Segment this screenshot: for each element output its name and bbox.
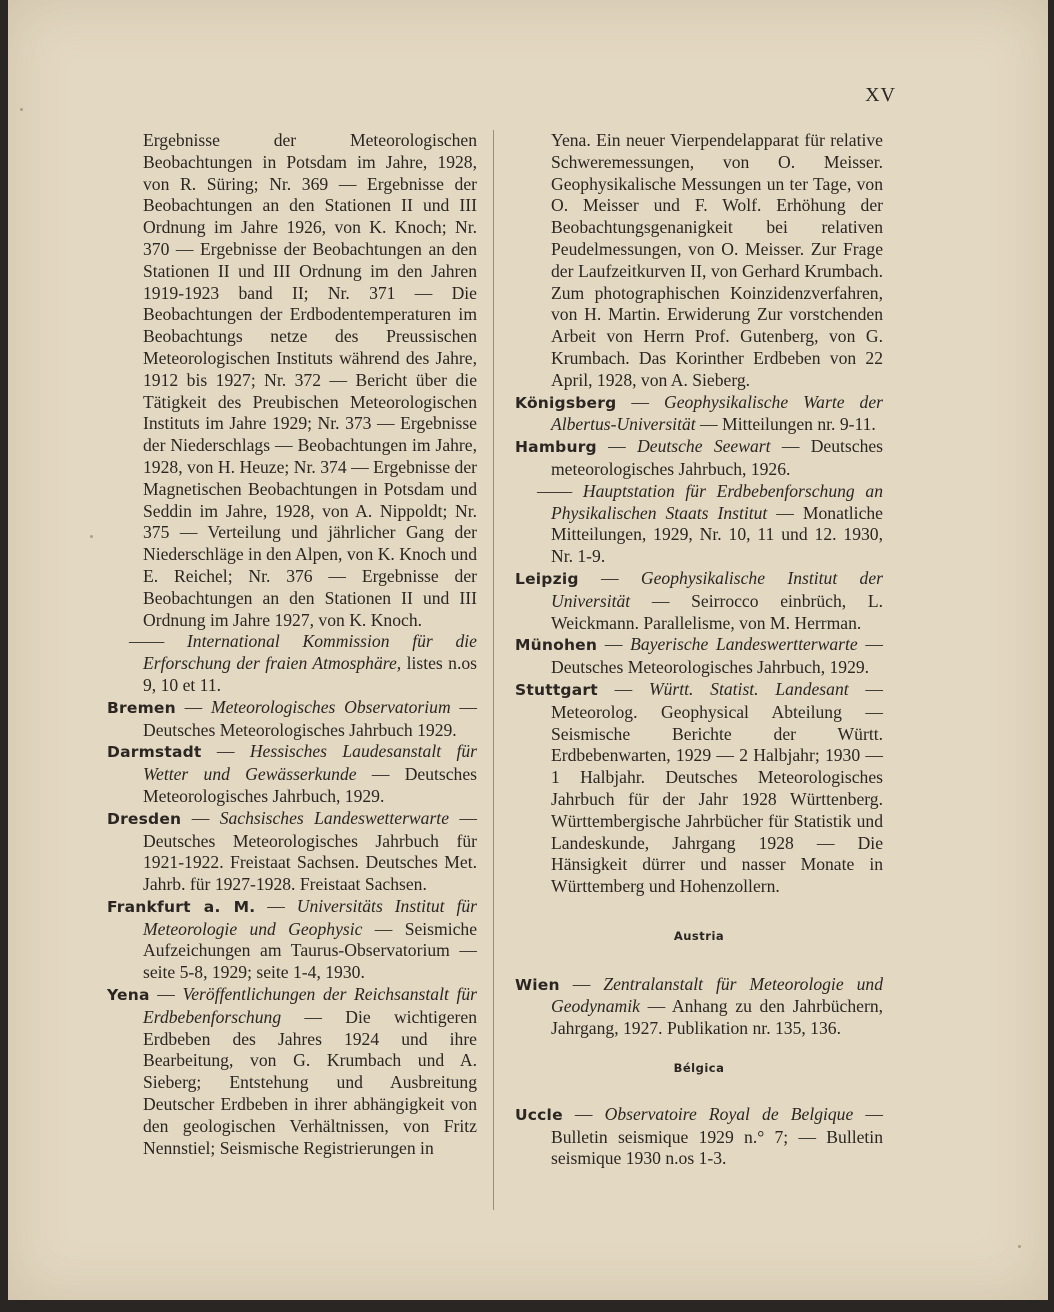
catalog-entry: Uccle — Observatoire Royal de Belgique — Bulletin seismique 1929 n.° 7; — Bulletin seismique 1930 n.os 1-3. — [515, 1103, 883, 1169]
catalog-entry: Münohen — Bayerische Landeswertterwarte — Deutsches Meteorologisches Jahrbuch, 1929. — [515, 634, 883, 678]
publication-text: Die wichtigeren Erdbeben des Jahres 1924 und ihre Bearbeitung, von G. Krumbach und A. Sieberg; Entstehung und Ausbreitung Deutscher Erdbeben in ihrer abhängigkeit von den geologischen Verhältnissen, von Fritz Nennstiel; Seismische Registrierungen in — [143, 1006, 477, 1158]
institution-name: Meteorologisches Observatorium — [210, 696, 451, 717]
publication-text: Monatliche Mitteilungen, 1929, Nr. 10, 11 und 12. 1930, Nr. 1-9. — [551, 502, 883, 567]
institution-name: Bayerische Landeswertterwarte — [630, 634, 858, 655]
institution-name: Deutsche Seewart — [637, 436, 771, 457]
institution-name: Sachsisches Landeswetterwarte — [219, 807, 450, 828]
paper-speck — [90, 535, 93, 538]
publication-text: Bulletin seismique 1929 n.° 7; — Bulletin seismique 1930 n.os 1-3. — [551, 1126, 883, 1169]
catalog-entry: Frankfurt a. M. — Universitäts Institut für Meteorologie und Geophysic — Seismiche Aufzeichungen am Taurus-Observatorium — seite 5-8, 1929; seite 1-4, 1930. — [107, 895, 478, 983]
catalog-entry: Hamburg — Deutsche Seewart — Deutsches meteorologisches Jahrbuch, 1926. — [515, 436, 884, 479]
publication-text: Mitteilungen nr. 9-11. — [722, 414, 876, 435]
publication-text: Meteorolog. Geophysical Abteilung — Seismische Berichte der Württ. Erdbebenwarten, 1929 — 2 Halbjahr; 1930 — 1 Halbjahr. Deutsches Meteorologisches Jahrbuch für der Jahr 1928 Württenberg. Württembergische Jahrbücher für Statistik und Landeskunde, Jahrgang 1928 — Die Hänsigkeit dürrer und nasser Monate in Württemberg und Hohenzollern. — [551, 701, 883, 897]
catalog-entry: Dresden — Sachsisches Landeswetterwarte — Deutsches Meteorologisches Jahrbuch für 1921-1922. Freistaat Sachsen. Deutsches Met. Jahrb. für 1927-1928. Freistaat Sachsen. — [107, 807, 478, 895]
city-name: Wien — [515, 975, 560, 994]
publication-text: Deutsches Meteorologisches Jahrbuch für 1921-1922. Freistaat Sachsen. Deutsches Met. Jahrb. für 1927-1928. Freistaat Sachsen. — [143, 830, 477, 895]
publication-text: Deutsches Meteorologisches Jahrbuch, 1929. — [143, 764, 478, 806]
institution-name: Hessisches Laudesanstalt für Wetter und Gewässerkunde — [143, 741, 477, 785]
institution-name: Universitäts Institut für Meteorologie und Geophysic — [143, 895, 477, 939]
continued-entry-text: Yena. Ein neuer Vierpendelapparat für relative Schweremessungen, von O. Meisser. Geophysikalische Messungen un ter Tage, von O. Meisser und F. Wolf. Erhöhung der Beobachtungsgenanigkeit bei relativen Peudelmessungen, von O. Meisser. Zur Frage der Laufzeitkurven II, von Gerhard Krumbach. Zum photographischen Koinzidenzverfahren, von H. Martin. Erwiderung Zur vorstchenden Arbeit von Herrn Prof. Gutenberg, von G. Krumbach. Das Korinther Erdbeben von 22 April, 1928, von A. Sieberg. — [551, 130, 883, 390]
institution-name: International Kommission für die Erforschung der fraien Atmosphäre, — [143, 631, 477, 674]
institution-name: Observatoire Royal de Belgique — [604, 1103, 854, 1124]
city-name: Darmstadt — [107, 743, 202, 762]
publication-text: Anhang zu den Jahrbüchern, Jahrgang, 1927. Publikation nr. 135, 136. — [551, 996, 884, 1039]
city-name: Yena — [107, 986, 150, 1005]
section-heading-belgica: Bélgica — [673, 1061, 725, 1076]
city-name: Münohen — [515, 636, 598, 655]
column-divider — [493, 130, 494, 1210]
city-name: Stuttgart — [515, 680, 598, 699]
right-column — [515, 130, 883, 1170]
city-name: Leipzig — [515, 569, 579, 588]
institution-name: Geophysikalische Institut der Universität — [551, 567, 883, 611]
catalog-entry: Wien — Zentralanstalt für Meteorologie und Geodynamik — Anhang zu den Jahrbüchern, Jahrgang, 1927. Publikation nr. 135, 136. — [515, 973, 884, 1039]
sub-entry: —— Hauptstation für Erdbebenforschung an Physikalischen Staats Institut — Monatliche Mitteilungen, 1929, Nr. 10, 11 und 12. 1930, Nr. 1-9. — [537, 480, 883, 567]
left-column — [107, 130, 477, 1159]
book-page — [8, 0, 1048, 1300]
catalog-entry: Bremen — Meteorologisches Observatorium — Deutsches Meteorologisches Jahrbuch 1929. — [107, 696, 477, 740]
catalog-entry: Yena — Veröffentlichungen der Reichsanstalt für Erdbebenforschung — Die wichtigeren Erdbeben des Jahres 1924 und ihre Bearbeitung, von G. Krumbach und A. Sieberg; Entstehung und Ausbreitung Deutscher Erdbeben in ihrer abhängigkeit von den geologischen Verhältnissen, von Fritz Nennstiel; Seismische Registrierungen in — [107, 984, 477, 1158]
city-name: Hamburg — [515, 438, 597, 457]
sub-entry — [107, 631, 477, 696]
city-name: Dresden — [107, 809, 182, 828]
page-number: XV — [865, 84, 896, 106]
publication-text: Deutsches Meteorologisches Jahrbuch, 1929. — [551, 657, 870, 678]
city-name: Uccle — [515, 1105, 563, 1124]
publication-text: Deutsches Meteorologisches Jahrbuch 1929. — [143, 719, 457, 740]
institution-name: Württ. Statist. Landesant — [648, 678, 849, 699]
city-name: Bremen — [107, 698, 176, 717]
publication-text: Seirrocco einbrüch, L. Weickmann. Parallelisme, von M. Herrman. — [551, 590, 883, 633]
publication-text: Seismiche Aufzeichungen am Taurus-Observatorium — seite 5-8, 1929; seite 1-4, 1930. — [143, 918, 478, 983]
publication-text: listes n.os 9, 10 et 11. — [143, 653, 477, 695]
catalog-entry: Leipzig — Geophysikalische Institut der Universität — Seirrocco einbrüch, L. Weickmann. Parallelisme, von M. Herrman. — [515, 567, 883, 633]
catalog-entry: Darmstadt — Hessisches Laudesanstalt für Wetter und Gewässerkunde — Deutsches Meteorologisches Jahrbuch, 1929. — [107, 741, 478, 806]
catalog-entry: Stuttgart — Württ. Statist. Landesant — Meteorolog. Geophysical Abteilung — Seismische Berichte der Württ. Erdbebenwarten, 1929 — 2 Halbjahr; 1930 — 1 Halbjahr. Deutsches Meteorologisches Jahrbuch für der Jahr 1928 Württenberg. Württembergische Jahrbücher für Statistik und Landeskunde, Jahrgang 1928 — Die Hänsigkeit dürrer und nasser Monate in Württemberg und Hohenzollern. — [515, 678, 884, 897]
city-name: Königsberg — [515, 393, 617, 412]
paper-speck — [1018, 1245, 1021, 1248]
continued-entry-text: Ergebnisse der Meteorologischen Beobachtungen in Potsdam im Jahre, 1928, von R. Süring; Nr. 369 — Ergebnisse der Beobachtungen an den Stationen II und III Ordnung im Jahre 1926, von K. Knoch; Nr. 370 — Ergebnisse der Beobachtungen an den Stationen II und III Ordnung im den Jahren 1919-1923 band II; Nr. 371 — Die Beobachtungen der Erdbodentemperaturen im Beobachtungs netze des Preussischen Meteorologischen Instituts während des Jahre, 1912 bis 1927; Nr. 372 — Bericht über die Tätigkeit des Preubischen Meteorologischen Instituts im Jahre 1929; Nr. 373 — Ergebnisse der Niederschlags — Beobachtungen im Jahre, 1928, von H. Heuze; Nr. 374 — Ergebnisse der Magnetischen Beobachtungen in Potsdam und Seddin im Jahre, 1928, von A. Nippoldt; Nr. 375 — Verteilung und jährlicher Gang der Niederschläge in den Alpen, von K. Knoch und E. Reichel; Nr. 376 — Ergebnisse der Beobachtungen an den Stationen II und III Ordnung im Jahre 1927, von K. Knoch. — [143, 130, 477, 630]
institution-name: Zentralanstalt für Meteorologie und Geodynamik — [551, 973, 883, 1017]
section-heading-austria: Austria — [673, 928, 725, 943]
repeat-dash: —— — [129, 631, 165, 652]
publication-text: Deutsches meteorologisches Jahrbuch, 1926. — [551, 436, 884, 479]
paper-speck — [20, 108, 23, 111]
city-name: Frankfurt a. M. — [107, 897, 256, 916]
institution-name: Geophysikalische Warte der Albertus-Universität — [551, 391, 883, 435]
institution-name: Hauptstation für Erdbebenforschung an Physikalischen Staats Institut — [551, 480, 883, 523]
repeat-dash: —— — [537, 480, 573, 501]
catalog-entry: Königsberg — Geophysikalische Warte der Albertus-Universität — Mitteilungen nr. 9-11. — [515, 391, 883, 435]
institution-name: Veröffentlichungen der Reichsanstalt für Erdbebenforschung — [143, 984, 477, 1027]
